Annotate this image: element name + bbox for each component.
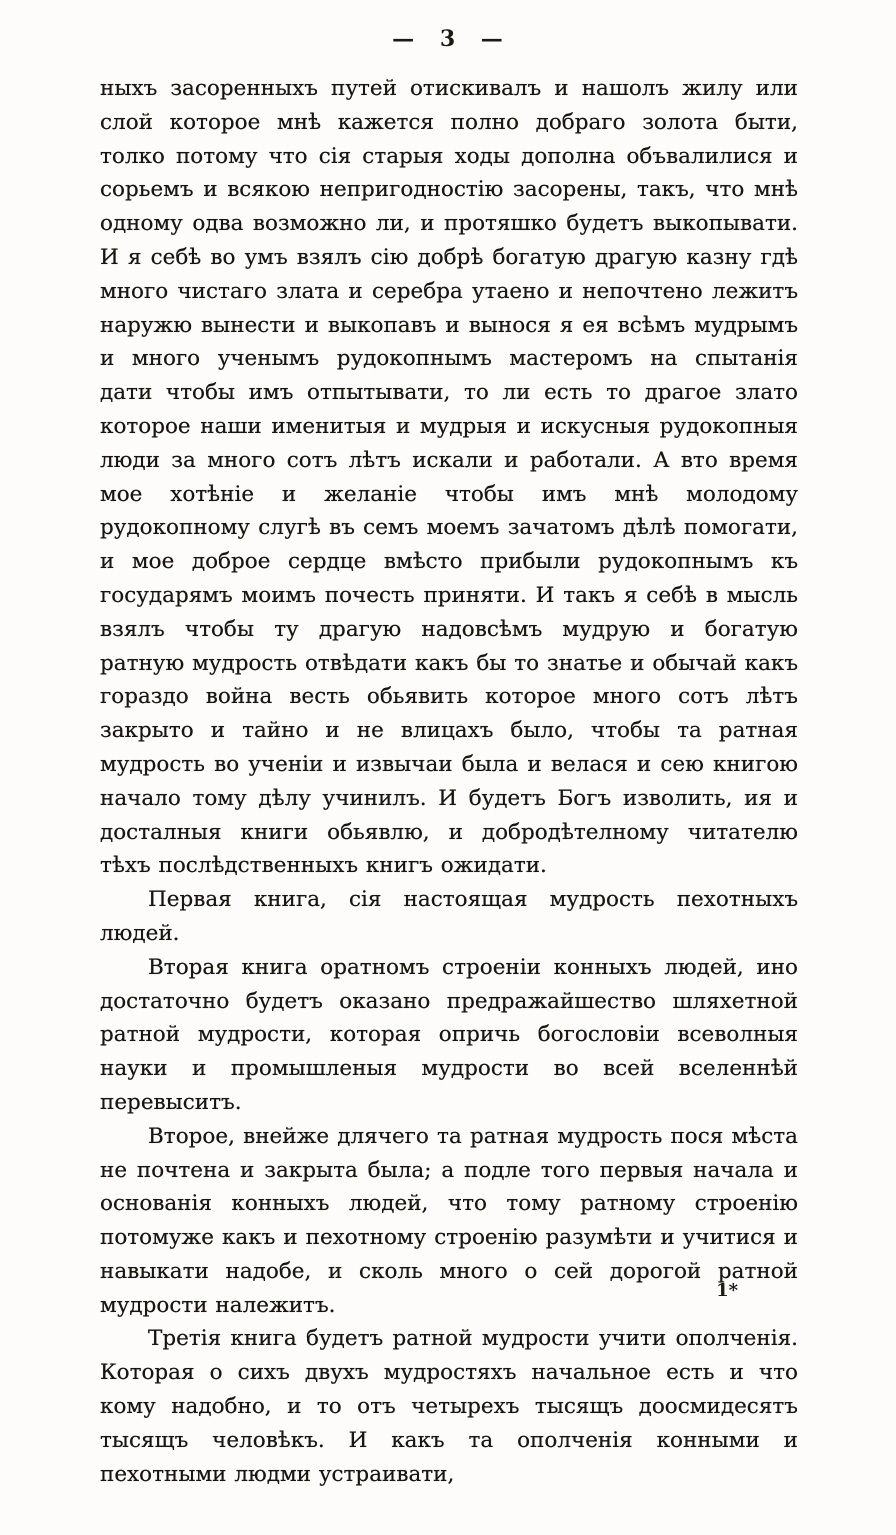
paragraph: Третія книга будетъ ратной мудрости учити ополченія. Которая о сихъ двухъ мудростяхъ начальное есть и что кому надобно, и то отъ четырехъ тысящъ доосмидесятъ тысящъ человѣкъ. И какъ та ополченія конными и пехотными людми устраивати, [100, 1326, 798, 1487]
paragraph: Вторая книга оратномъ строеніи конныхъ людей, ино достаточно будетъ оказано предражайшество шляхетной ратной мудрости, которая опричь богословіи всеволныя науки и промышленыя мудрости во всей вселеннѣй перевыситъ. [100, 954, 798, 1115]
paragraph: ныхъ засоренныхъ путей отискивалъ и нашолъ жилу или слой которое мнѣ кажется полно добраго золота быти, толко потому что сія старыя ходы дополна объвалилися и сорьемъ и всякою непригодностію засорены, такъ, что мнѣ одному одва возможно ли, и протяшко будетъ выкопывати. И я себѣ во умъ взялъ сію добрѣ богатую драгую казну гдѣ много чистаго злата и серебра утаено и непочтено лежитъ наружю вынести и выкопавъ и вынося я ея всѣмъ мудрымъ и много ученымъ рудокопнымъ мастеромъ на спытанія дати чтобы имъ отпытывати, то ли есть то драгое злато которое наши именитыя и мудрыя и искусныя рудокопныя люди за много сотъ лѣтъ искали и работали. А вто время мое хотѣніе и желаніе чтобы имъ мнѣ молодому рудокопному слугѣ въ семъ моемъ зачатомъ дѣлѣ помогати, и мое доброе сердце вмѣсто прибыли рудокопнымъ къ государямъ моимъ почесть приняти. И такъ я себѣ в мысль взялъ чтобы ту драгую надовсѣмъ мудрую и богатую ратную мудрость отвѣдати какъ бы то знатье и обычай какъ гораздо война весть обьявить которое много сотъ лѣтъ закрыто и тайно и не влицахъ было, чтобы та ратная мудрость во ученіи и извычаи была и велася и сею книгою начало тому дѣлу учинилъ. И будетъ Богъ изволить, ия и досталныя книги обьявлю, и добродѣтелному читателю тѣхъ послѣдственныхъ книгъ ожидати. [100, 76, 798, 879]
page-number: — 3 — [392, 26, 504, 52]
paragraph: Первая книга, сія настоящая мудрость пехотныхъ людей. [100, 887, 798, 946]
signature-mark: 1* [716, 1280, 738, 1301]
paragraph: Второе, внейже длячего та ратная мудрость пося мѣста не почтена и закрыта была; а подле того первыя начала и основанія конныхъ людей, что тому ратному строенію потомуже какъ и пехотному строенію разумѣти и учитися и навыкати надобе, и сколь много о сей дорогой ратной мудрости належитъ. [100, 1123, 798, 1318]
text-block [100, 72, 798, 1491]
